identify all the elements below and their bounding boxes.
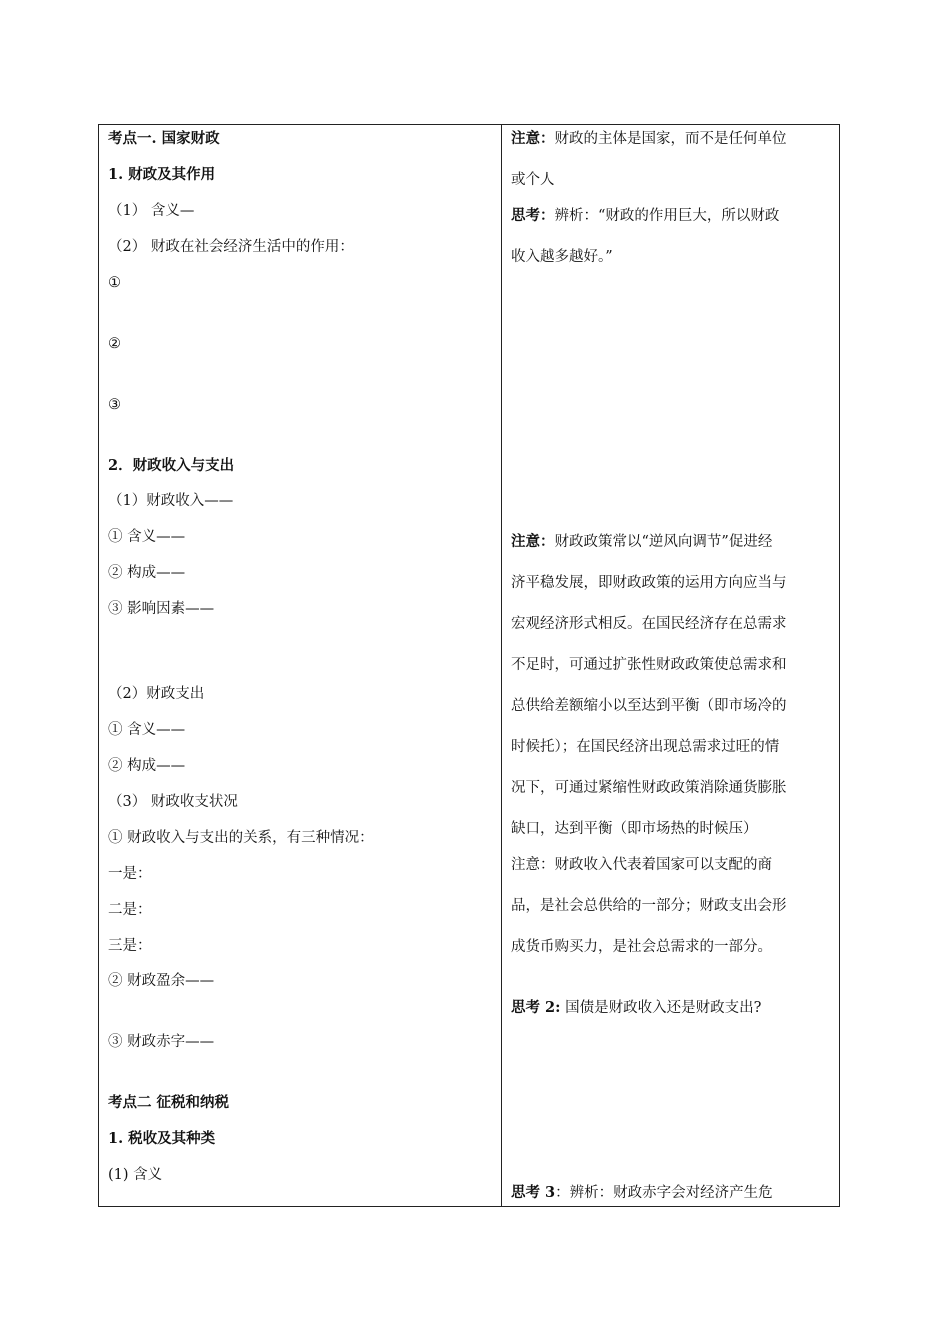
item-role: （2） 财政在社会经济生活中的作用： [108, 239, 354, 255]
case-three: 三是： [108, 938, 152, 954]
item-surplus: ② 财政盈余—— [108, 973, 215, 989]
left-column [99, 125, 501, 1206]
item-relation: ① 财政收入与支出的关系，有三种情况： [108, 830, 374, 846]
item-expense-composition: ② 构成—— [108, 758, 186, 774]
section-heading-2: 考点二 征税和纳税 [108, 1094, 230, 1111]
note-2-line-7: 况下，可通过紧缩性财政政策消除通货膨胀 [511, 780, 787, 796]
item-income: （1）财政收入—— [108, 493, 234, 509]
think-2: 思考 2: 国债是财政收入还是财政支出? [511, 999, 762, 1016]
note-1-line-1: 注意：财政的主体是国家，而不是任何单位 [511, 130, 787, 147]
note-2-line-5: 总供给差额缩小以至达到平衡（即市场冷的 [511, 698, 787, 714]
think-2-label: 思考 2: [511, 999, 561, 1016]
subheading-income-expense: 2．财政收入与支出 [108, 457, 235, 474]
item-deficit: ③ 财政赤字—— [108, 1034, 215, 1050]
circle-item-3: ③ [108, 397, 121, 413]
case-two: 二是： [108, 902, 152, 918]
notes-table [98, 124, 840, 1207]
note-2-line-4: 不足时，可通过扩张性财政政策使总需求和 [511, 657, 787, 673]
note-1-line-2: 或个人 [511, 172, 555, 188]
note-2-line-8: 缺口，达到平衡（即市场热的时候压） [511, 821, 758, 837]
note-label: 注意： [511, 130, 555, 147]
think-1-line-2: 收入越多越好。” [511, 249, 613, 265]
note-3-line-3: 成货币购买力，是社会总需求的一部分。 [511, 939, 772, 955]
note-3-line-2: 品，是社会总供给的一部分；财政支出会形 [511, 898, 787, 914]
section-heading-1: 考点一. 国家财政 [108, 130, 220, 147]
circle-item-2: ② [108, 336, 121, 352]
item-balance: （3） 财政收支状况 [108, 794, 238, 810]
item-expense: （2）财政支出 [108, 686, 205, 702]
item-income-meaning: ① 含义—— [108, 529, 186, 545]
note-2-line-3: 宏观经济形式相反。在国民经济存在总需求 [511, 616, 787, 632]
think-3: 思考 3：辨析：财政赤字会对经济产生危 [511, 1184, 773, 1201]
note-3-line-1: 注意：财政收入代表着国家可以支配的商 [511, 857, 772, 873]
note-2-line-1: 注意：财政政策常以“逆风向调节”促进经 [511, 533, 773, 550]
think-label: 思考： [511, 207, 555, 224]
subheading-tax: 1. 税收及其种类 [108, 1130, 216, 1147]
subheading-finance-role: 1. 财政及其作用 [108, 166, 216, 183]
note-2-line-6: 时候托）；在国民经济出现总需求过旺的情 [511, 739, 780, 755]
think-3-label: 思考 3 [511, 1184, 556, 1201]
item-meaning: （1） 含义— [108, 203, 195, 219]
item-income-composition: ② 构成—— [108, 565, 186, 581]
item-expense-meaning: ① 含义—— [108, 722, 186, 738]
note-label: 注意： [511, 533, 555, 550]
note-2-line-2: 济平稳发展，即财政政策的运用方向应当与 [511, 575, 787, 591]
right-column [502, 125, 840, 1206]
circle-item-1: ① [108, 275, 121, 291]
think-1-line-1: 思考：辨析：“财政的作用巨大，所以财政 [511, 207, 780, 224]
item-tax-meaning: (1) 含义 [108, 1167, 163, 1183]
case-one: 一是： [108, 866, 152, 882]
item-income-factors: ③ 影响因素—— [108, 601, 215, 617]
